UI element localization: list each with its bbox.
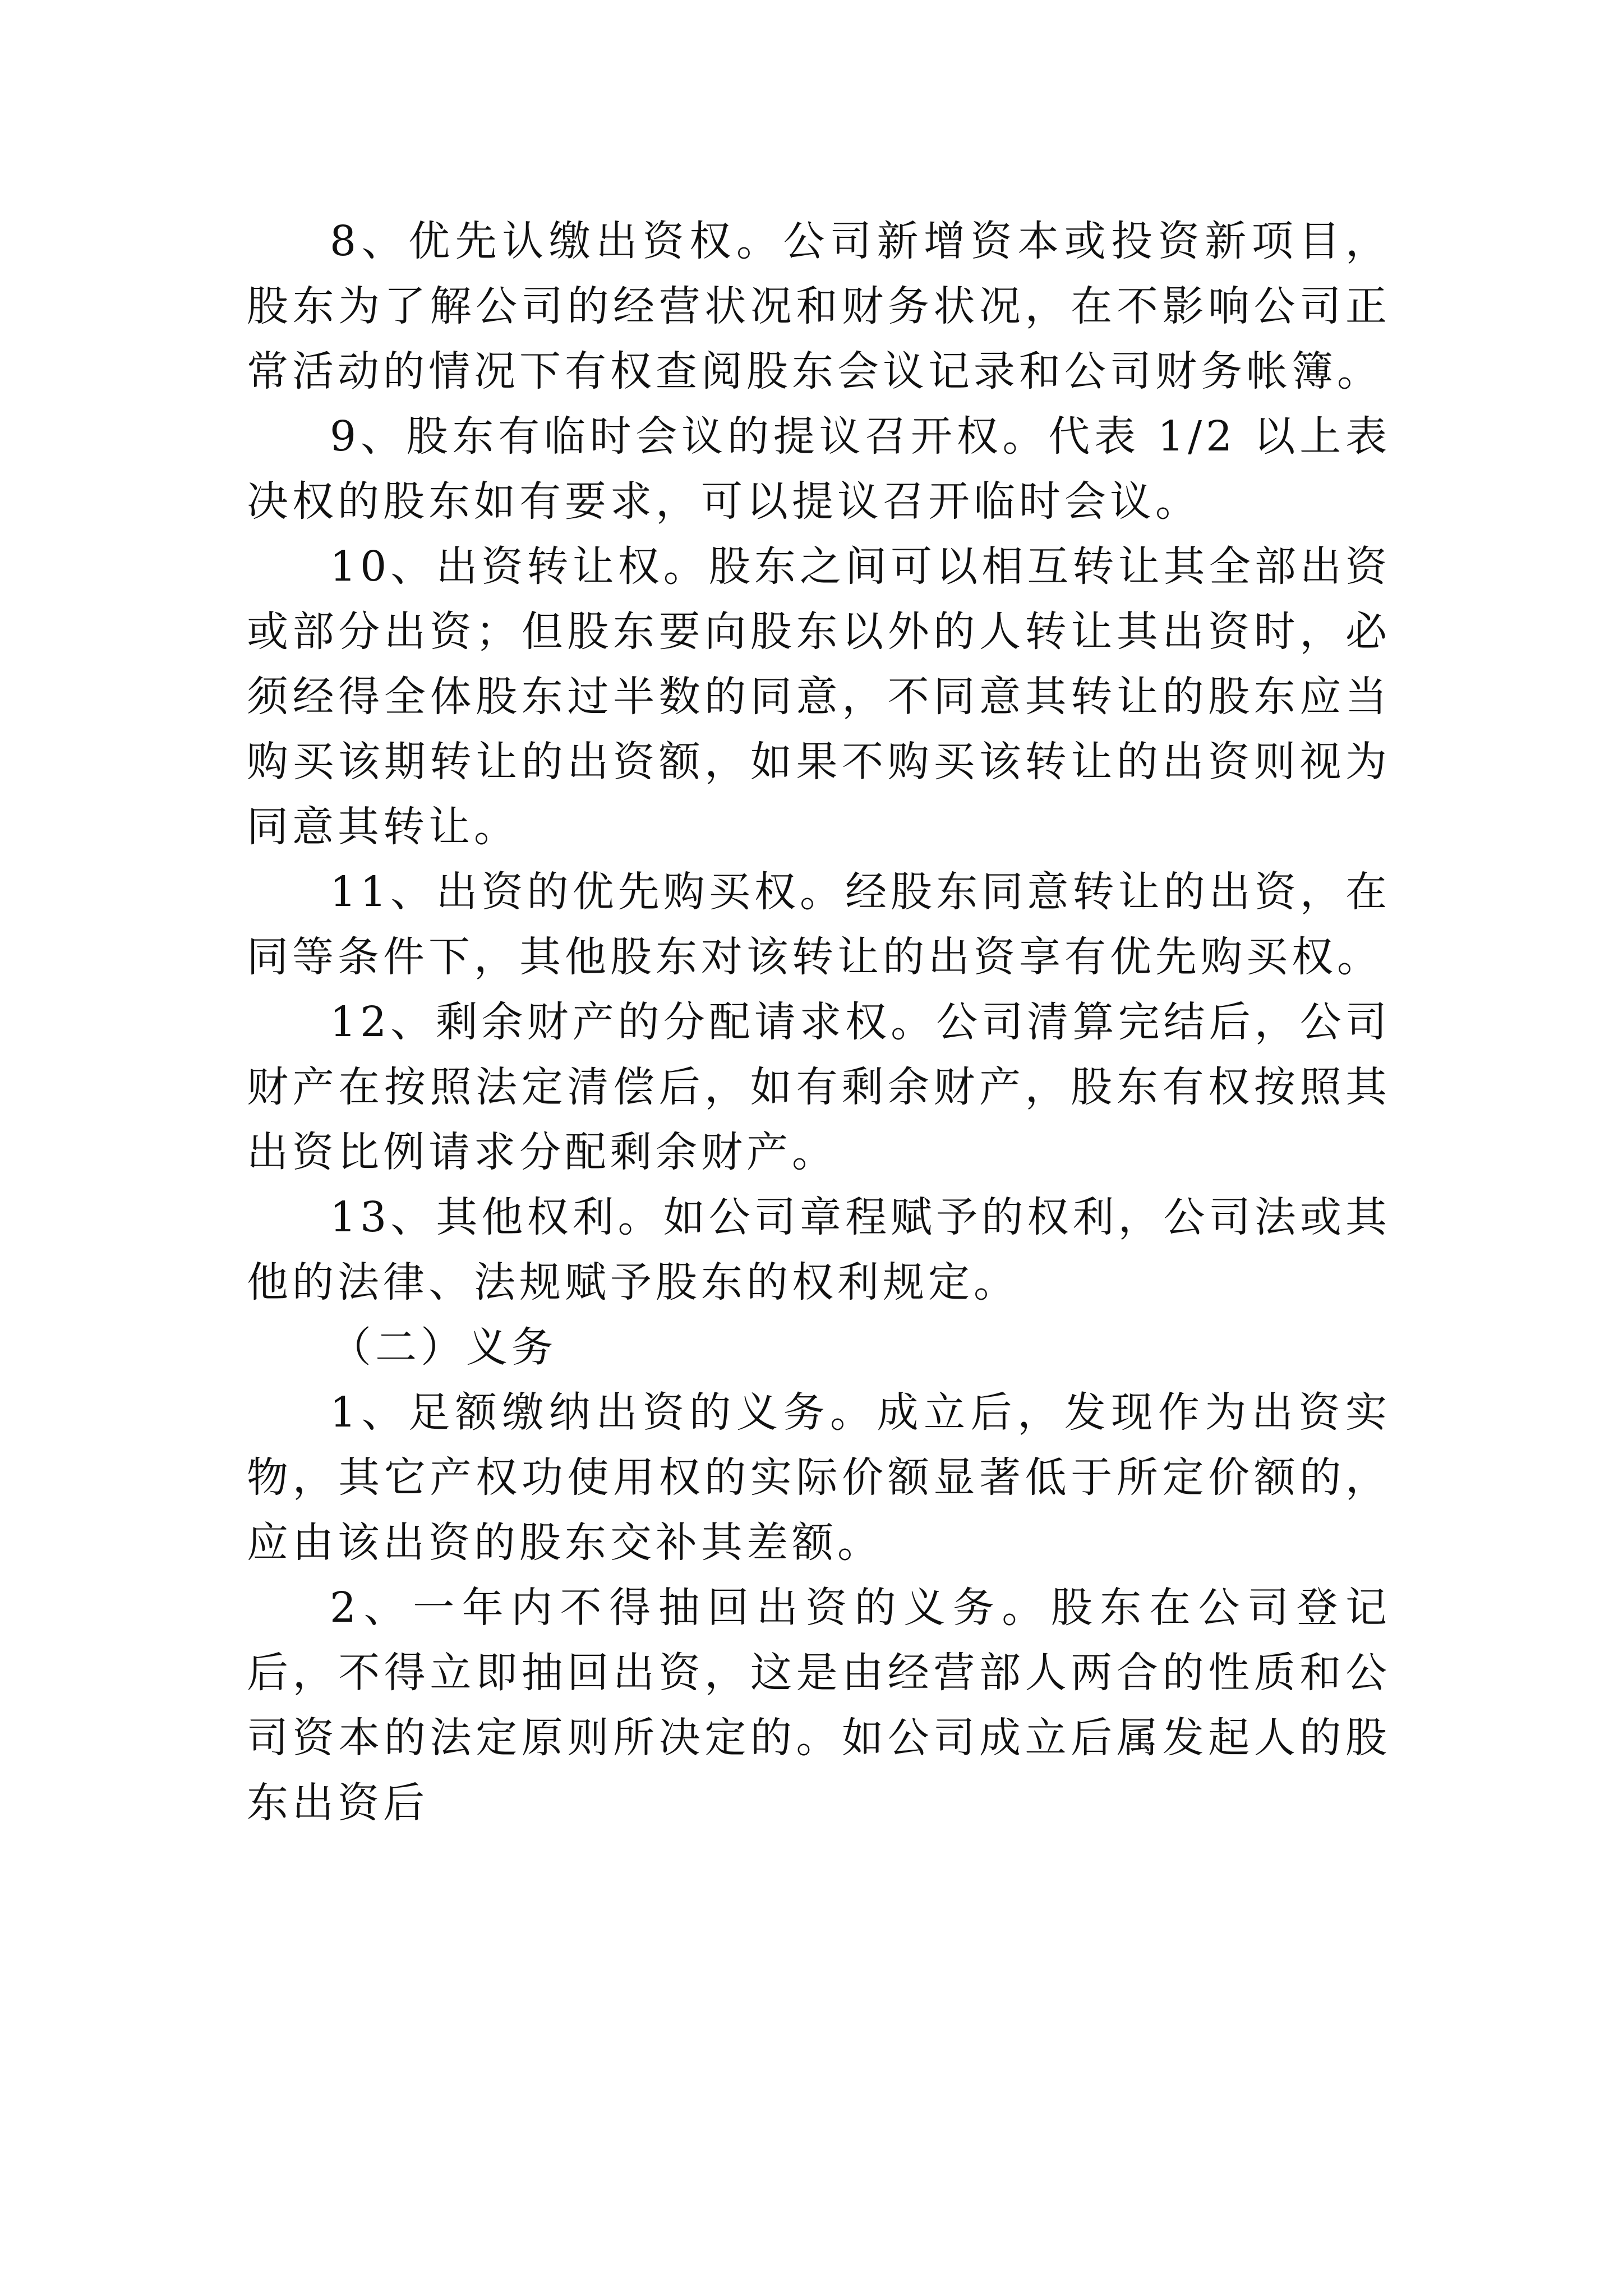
paragraph-right-8: 8、优先认缴出资权。公司新增资本或投资新项目，股东为了解公司的经营状况和财务状况，在不影响公司正常活动的情况下有权查阅股东会议记录和公司财务帐簿。 bbox=[247, 217, 1391, 395]
document-body bbox=[247, 209, 1391, 1835]
paragraph-right-11: 11、出资的优先购买权。经股东同意转让的出资，在同等条件下，其他股东对该转让的出资享有优先购买权。 bbox=[247, 868, 1391, 981]
section-heading-obligations: （二）义务 bbox=[330, 1323, 557, 1372]
paragraph-obligation-2: 2、一年内不得抽回出资的义务。股东在公司登记后，不得立即抽回出资，这是由经营部人两合的性质和公司资本的法定原则所决定的。如公司成立后属发起人的股东出资后 bbox=[247, 1584, 1391, 1827]
paragraph-right-12: 12、剩余财产的分配请求权。公司清算完结后，公司财产在按照法定清偿后，如有剩余财产，股东有权按照其出资比例请求分配剩余财产。 bbox=[247, 998, 1391, 1176]
paragraph-right-9: 9、股东有临时会议的提议召开权。代表 1/2 以上表决权的股东如有要求，可以提议召开临时会议。 bbox=[247, 412, 1391, 526]
paragraph-right-10: 10、出资转让权。股东之间可以相互转让其全部出资或部分出资；但股东要向股东以外的人转让其出资时，必须经得全体股东过半数的同意，不同意其转让的股东应当购买该期转让的出资额，如果不购买该转让的出资则视为同意其转让。 bbox=[247, 542, 1391, 851]
paragraph-right-13: 13、其他权利。如公司章程赋予的权利，公司法或其他的法律、法规赋予股东的权利规定。 bbox=[247, 1193, 1391, 1306]
paragraph-obligation-1: 1、足额缴纳出资的义务。成立后，发现作为出资实物，其它产权功使用权的实际价额显著低于所定价额的，应由该出资的股东交补其差额。 bbox=[247, 1388, 1391, 1567]
